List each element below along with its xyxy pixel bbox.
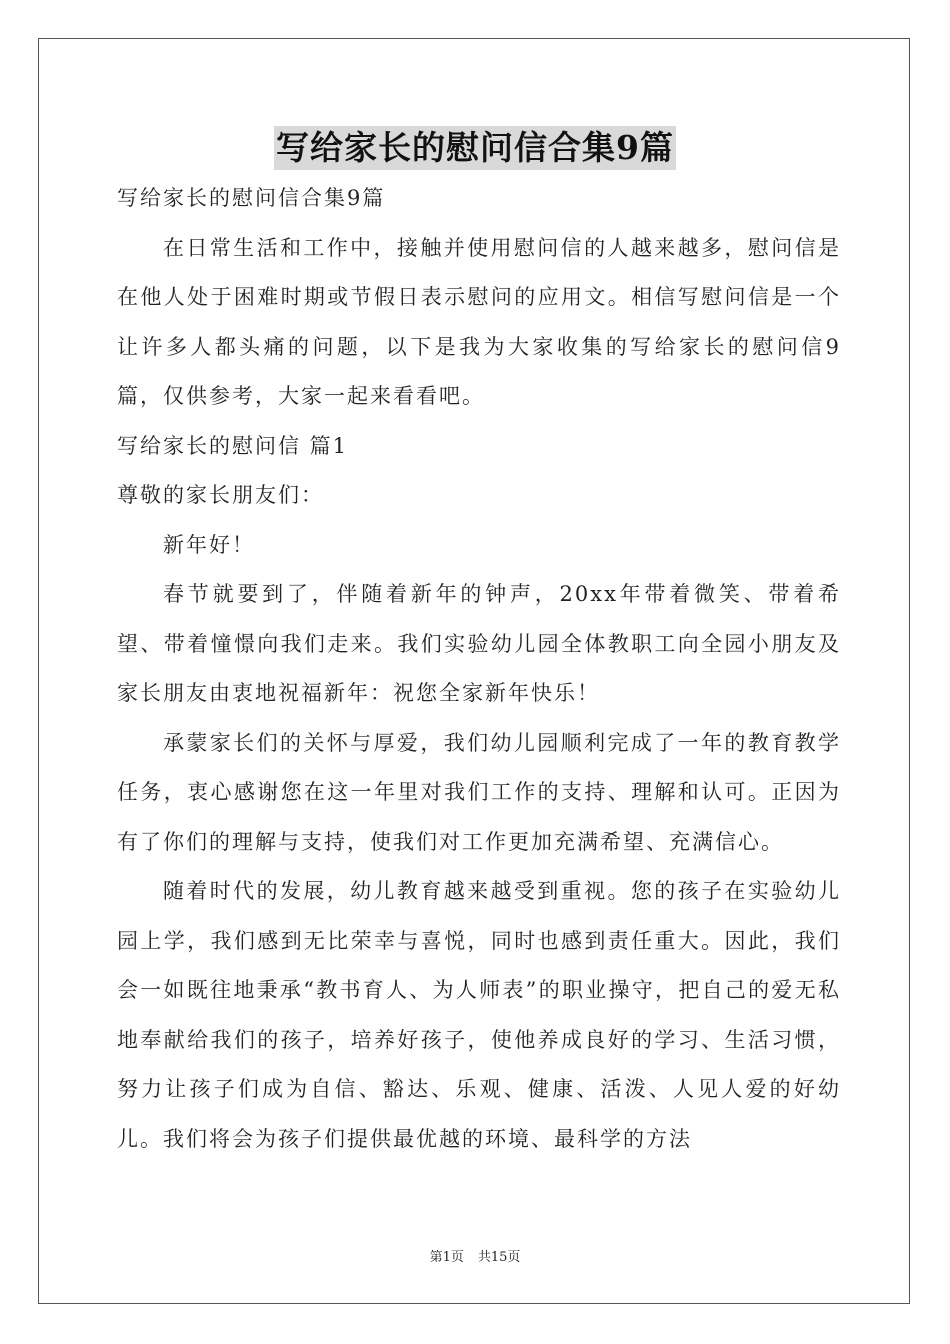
document-subtitle: 写给家长的慰问信合集9篇 (117, 186, 386, 210)
section-heading: 写给家长的慰问信 篇1 (117, 433, 349, 458)
title-container (0, 126, 950, 170)
page-number: 第1页 (429, 1250, 464, 1265)
page-total: 共15页 (477, 1250, 521, 1265)
paragraph: 随着时代的发展，幼儿教育越来越受到重视。您的孩子在实验幼儿园上学，我们感到无比荣幸与喜悦，同时也感到责任重大。因此，我们会一如既往地秉承“教书育人、为人师表”的职业操守，把自己的爱无私地奉献给我们的孩子，培养好孩子，使他养成良好的学习、生活习惯，努力让孩子们成为自信、豁达、乐观、健康、活泼、人见人爱的好幼儿。我们将会为孩子们提供最优越的环境、最科学的方法 (117, 879, 841, 1151)
greeting: 新年好！ (163, 532, 255, 557)
document-title: 写给家长的慰问信合集9篇 (274, 126, 676, 170)
paragraph: 春节就要到了，伴随着新年的钟声，20xx年带着微笑、带着希望、带着憧憬向我们走来。我们实验幼儿园全体教职工向全园小朋友及家长朋友由衷地祝福新年：祝您全家新年快乐！ (117, 582, 841, 705)
salutation: 尊敬的家长朋友们： (117, 483, 324, 507)
document-body (117, 174, 841, 1164)
paragraph-intro: 在日常生活和工作中，接触并使用慰问信的人越来越多，慰问信是在他人处于困难时期或节假日表示慰问的应用文。相信写慰问信是一个让许多人都头痛的问题，以下是我为大家收集的写给家长的慰问信9篇，仅供参考，大家一起来看看吧。 (117, 235, 841, 408)
paragraph: 承蒙家长们的关怀与厚爱，我们幼儿园顺利完成了一年的教育教学任务，衷心感谢您在这一年里对我们工作的支持、理解和认可。正因为有了你们的理解与支持，使我们对工作更加充满希望、充满信心。 (117, 730, 841, 854)
page-footer (0, 1246, 950, 1265)
